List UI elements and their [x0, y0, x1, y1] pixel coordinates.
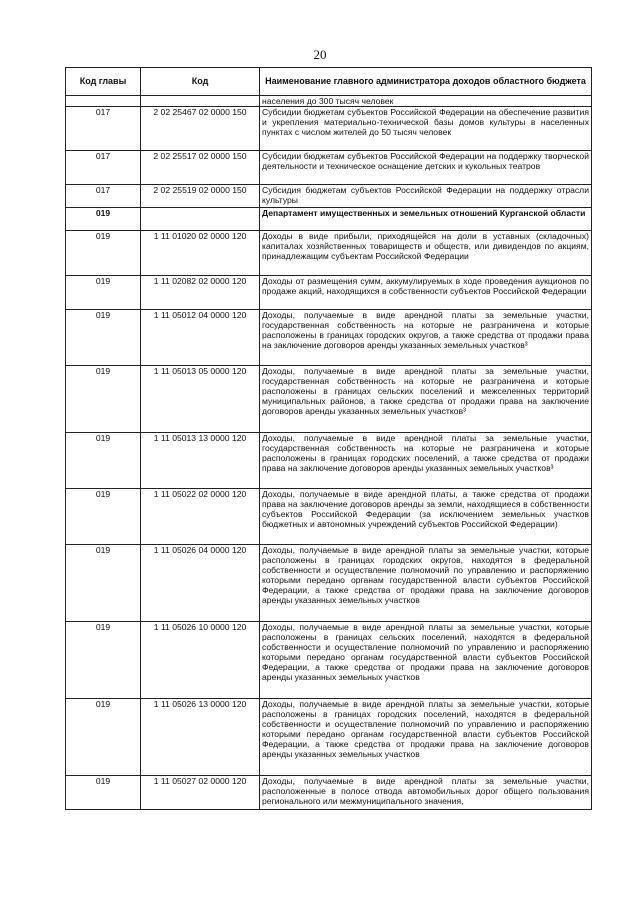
cell-code: 1 11 02082 02 0000 120: [141, 276, 260, 310]
table-row: [66, 699, 592, 776]
cell-code-chapter: 017: [66, 185, 141, 208]
table-row: [66, 107, 592, 151]
cell-code: 1 11 01020 02 0000 120: [141, 231, 260, 276]
cell-code: 2 02 25517 02 0000 150: [141, 151, 260, 185]
cell-name: Доходы, получаемые в виде арендной платы за земельные участки, государственная собственность на которые не разграничена и которые расположены в границах городских округов, а также средства от продажи права на заключение договоров аренды указанных земельных участков³: [260, 310, 592, 366]
cell-code: 1 11 05013 13 0000 120: [141, 433, 260, 489]
cell-code: 1 11 05026 04 0000 120: [141, 545, 260, 622]
cell-name: Субсидии бюджетам субъектов Российской Федерации на обеспечение развития и укрепления материально-технической базы домов культуры в населенных пунктах с числом жителей до 50 тысяч человек: [260, 107, 592, 151]
table-header-row: [66, 68, 592, 96]
cell-name: Доходы, получаемые в виде арендной платы, а также средства от продажи права на заключение договоров аренды за земли, находящиеся в собственности субъектов Российской Федерации (за исключением земельных участков бюджетных и автономных учреждений субъектов Российской Федерации): [260, 489, 592, 545]
table-row: [66, 310, 592, 366]
table-row: [66, 489, 592, 545]
cell-code: [141, 96, 260, 107]
cell-code-chapter: 017: [66, 107, 141, 151]
cell-code-chapter: 019: [66, 699, 141, 776]
cell-code: 2 02 25519 02 0000 150: [141, 185, 260, 208]
table-row: [66, 185, 592, 208]
cell-name: Доходы, получаемые в виде арендной платы за земельные участки, расположенные в полосе отвода автомобильных дорог общего пользования регионального или межмуниципального значения,: [260, 776, 592, 810]
cell-code-chapter: 019: [66, 622, 141, 699]
table-row: [66, 96, 592, 107]
cell-name: Доходы, получаемые в виде арендной платы за земельные участки, государственная собственность на которые не разграничена и которые расположены в границах сельских поселений и межселенных территорий муниципальных районов, а также средства от продажи права на заключение договоров аренды указанных земельных участков³: [260, 366, 592, 433]
cell-code-chapter: [66, 96, 141, 107]
cell-name: Доходы, получаемые в виде арендной платы за земельные участки, которые расположены в границах городских поселений, находятся в федеральной собственности и осуществление полномочий по управлению и распоряжению которыми передано органам государственной власти субъектов Российской Федерации, а также средства от продажи права на заключение договоров аренды указанных земельных участков: [260, 699, 592, 776]
header-name: Наименование главного администратора доходов областного бюджета: [260, 68, 592, 96]
cell-code-chapter: 019: [66, 489, 141, 545]
cell-name: Субсидии бюджетам субъектов Российской Федерации на поддержку творческой деятельности и техническое оснащение детских и кукольных театров: [260, 151, 592, 185]
cell-name: Доходы в виде прибыли, приходящейся на доли в уставных (складочных) капиталах хозяйственных товариществ и обществ, или дивидендов по акциям, принадлежащим субъектам Российской Федерации: [260, 231, 592, 276]
cell-code-chapter: 019: [66, 366, 141, 433]
cell-code: 1 11 05027 02 0000 120: [141, 776, 260, 810]
cell-name: Доходы, получаемые в виде арендной платы за земельные участки, которые расположены в границах городских округов, находятся в федеральной собственности и осуществление полномочий по управлению и распоряжению которыми передано органам государственной власти субъектов Российской Федерации, а также средства от продажи права на заключение договоров аренды указанных земельных участков: [260, 545, 592, 622]
cell-code: 2 02 25467 02 0000 150: [141, 107, 260, 151]
cell-code-chapter: 019: [66, 776, 141, 810]
revenue-administrators-table: [65, 67, 592, 810]
header-code: Код: [141, 68, 260, 96]
cell-code-chapter: 019: [66, 276, 141, 310]
cell-name: Субсидия бюджетам субъектов Российской Федерации на поддержку отрасли культуры: [260, 185, 592, 208]
cell-code-chapter: 019: [66, 231, 141, 276]
cell-name: Департамент имущественных и земельных отношений Курганской области: [260, 208, 592, 231]
table-row: [66, 433, 592, 489]
table-row: [66, 151, 592, 185]
table-row: [66, 276, 592, 310]
cell-code: 1 11 05012 04 0000 120: [141, 310, 260, 366]
table-row: [66, 776, 592, 810]
cell-code: 1 11 05013 05 0000 120: [141, 366, 260, 433]
cell-code-chapter: 017: [66, 151, 141, 185]
cell-code: 1 11 05022 02 0000 120: [141, 489, 260, 545]
cell-name: Доходы, получаемые в виде арендной платы за земельные участки, которые расположены в границах сельских поселений, находятся в федеральной собственности и осуществление полномочий по управлению и распоряжению которыми передано органам государственной власти субъектов Российской Федерации, а также средства от продажи права на заключение договоров аренды указанных земельных участков: [260, 622, 592, 699]
cell-name: Доходы от размещения сумм, аккумулируемых в ходе проведения аукционов по продаже акций, находящихся в собственности субъектов Российской Федерации: [260, 276, 592, 310]
cell-code-chapter: 019: [66, 545, 141, 622]
cell-code-chapter: 019: [66, 433, 141, 489]
cell-name: Доходы, получаемые в виде арендной платы за земельные участки, государственная собственность на которые не разграничена и которые расположены в границах городских поселений, а также средства от продажи права на заключение договоров аренды указанных земельных участков³: [260, 433, 592, 489]
cell-name: населения до 300 тысяч человек: [260, 96, 592, 107]
cell-code: [141, 208, 260, 231]
header-code-chapter: Код главы: [66, 68, 141, 96]
table-row: [66, 366, 592, 433]
cell-code-chapter: 019: [66, 310, 141, 366]
cell-code-chapter: 019: [66, 208, 141, 231]
table-row: [66, 622, 592, 699]
page-number: 20: [313, 47, 327, 62]
table-row: [66, 545, 592, 622]
cell-code: 1 11 05026 13 0000 120: [141, 699, 260, 776]
cell-code: 1 11 05026 10 0000 120: [141, 622, 260, 699]
department-row: [66, 208, 592, 231]
table-row: [66, 231, 592, 276]
table-body: [66, 96, 592, 810]
